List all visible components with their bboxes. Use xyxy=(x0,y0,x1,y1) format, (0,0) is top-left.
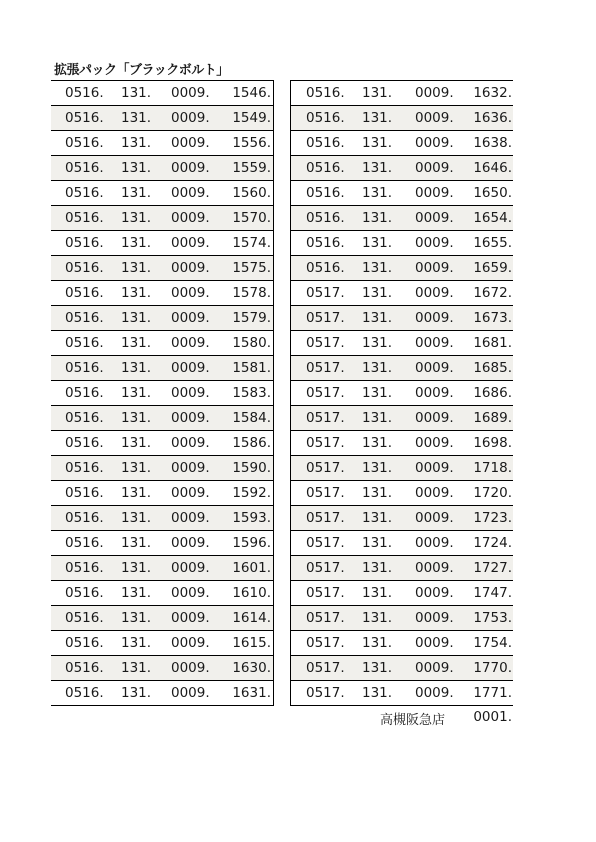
code-segment-4: 1754. xyxy=(473,635,512,651)
code-segment-3: 0009. xyxy=(171,235,210,251)
code-segment-2: 131. xyxy=(121,160,152,176)
code-segment-2: 131. xyxy=(121,560,152,576)
code-segment-1: 0516. xyxy=(65,260,104,276)
code-segment-2: 131. xyxy=(362,660,393,676)
code-segment-2: 131. xyxy=(121,260,152,276)
code-segment-3: 0009. xyxy=(415,135,454,151)
code-segment-3: 0009. xyxy=(171,260,210,276)
table-row xyxy=(51,356,273,381)
table-row xyxy=(51,481,273,506)
table-row xyxy=(51,431,273,456)
code-segment-4: 1685. xyxy=(473,360,512,376)
code-segment-4: 1646. xyxy=(473,160,512,176)
table-row xyxy=(291,381,513,406)
code-segment-3: 0009. xyxy=(171,335,210,351)
table-row xyxy=(51,156,273,181)
code-segment-4: 1556. xyxy=(232,135,271,151)
table-row xyxy=(291,681,513,706)
code-segment-3: 0009. xyxy=(415,310,454,326)
code-segment-4: 1583. xyxy=(232,385,271,401)
table-row xyxy=(51,531,273,556)
code-segment-3: 0009. xyxy=(415,535,454,551)
code-segment-4: 1720. xyxy=(473,485,512,501)
code-segment-2: 131. xyxy=(362,160,393,176)
code-segment-1: 0517. xyxy=(306,660,345,676)
code-segment-4: 1718. xyxy=(473,460,512,476)
code-segment-4: 1559. xyxy=(232,160,271,176)
code-segment-1: 0516. xyxy=(65,110,104,126)
code-segment-1: 0516. xyxy=(65,560,104,576)
table-row xyxy=(291,206,513,231)
code-segment-2: 131. xyxy=(121,585,152,601)
code-segment-2: 131. xyxy=(362,85,393,101)
code-segment-1: 0517. xyxy=(306,310,345,326)
code-segment-1: 0516. xyxy=(65,585,104,601)
code-segment-1: 0516. xyxy=(65,135,104,151)
code-segment-2: 131. xyxy=(362,610,393,626)
code-segment-3: 0009. xyxy=(171,360,210,376)
code-segment-4: 1724. xyxy=(473,535,512,551)
code-segment-1: 0516. xyxy=(306,185,345,201)
table-row xyxy=(51,131,273,156)
code-segment-1: 0517. xyxy=(306,460,345,476)
code-segment-1: 0517. xyxy=(306,635,345,651)
code-segment-2: 131. xyxy=(121,685,152,701)
code-segment-2: 131. xyxy=(121,410,152,426)
code-segment-4: 1615. xyxy=(232,635,271,651)
store-code: 0001. xyxy=(473,709,512,725)
document-title: 拡張パック「ブラックボルト」 xyxy=(54,63,229,78)
table-row xyxy=(51,381,273,406)
footer xyxy=(370,709,512,729)
code-segment-1: 0516. xyxy=(65,160,104,176)
table-row xyxy=(51,231,273,256)
code-segment-1: 0517. xyxy=(306,485,345,501)
table-row xyxy=(291,606,513,631)
code-segment-2: 131. xyxy=(121,535,152,551)
code-segment-3: 0009. xyxy=(171,510,210,526)
code-segment-2: 131. xyxy=(362,535,393,551)
table-row xyxy=(291,181,513,206)
code-segment-3: 0009. xyxy=(415,110,454,126)
code-segment-4: 1654. xyxy=(473,210,512,226)
code-segment-3: 0009. xyxy=(171,135,210,151)
code-segment-2: 131. xyxy=(121,235,152,251)
code-segment-1: 0517. xyxy=(306,360,345,376)
code-segment-1: 0516. xyxy=(65,510,104,526)
code-segment-4: 1747. xyxy=(473,585,512,601)
code-segment-2: 131. xyxy=(362,360,393,376)
code-segment-1: 0516. xyxy=(306,235,345,251)
code-segment-3: 0009. xyxy=(415,635,454,651)
code-segment-2: 131. xyxy=(121,310,152,326)
code-segment-3: 0009. xyxy=(171,185,210,201)
code-segment-2: 131. xyxy=(121,385,152,401)
code-segment-3: 0009. xyxy=(171,110,210,126)
code-segment-1: 0517. xyxy=(306,510,345,526)
table-row xyxy=(51,81,273,106)
table-row xyxy=(291,106,513,131)
code-segment-3: 0009. xyxy=(171,285,210,301)
code-segment-4: 1579. xyxy=(232,310,271,326)
code-segment-2: 131. xyxy=(121,335,152,351)
code-segment-4: 1650. xyxy=(473,185,512,201)
code-segment-4: 1681. xyxy=(473,335,512,351)
table-row xyxy=(291,656,513,681)
code-segment-1: 0516. xyxy=(306,260,345,276)
table-row xyxy=(291,256,513,281)
code-segment-1: 0516. xyxy=(65,435,104,451)
code-segment-1: 0516. xyxy=(65,385,104,401)
code-segment-4: 1601. xyxy=(232,560,271,576)
code-segment-2: 131. xyxy=(362,485,393,501)
code-segment-3: 0009. xyxy=(415,335,454,351)
table-row xyxy=(291,581,513,606)
table-row xyxy=(291,131,513,156)
table-row xyxy=(51,331,273,356)
table-row xyxy=(291,456,513,481)
table-row xyxy=(291,356,513,381)
code-segment-1: 0517. xyxy=(306,685,345,701)
code-segment-4: 1610. xyxy=(232,585,271,601)
code-segment-4: 1581. xyxy=(232,360,271,376)
code-segment-2: 131. xyxy=(121,210,152,226)
table-row xyxy=(291,631,513,656)
code-segment-1: 0517. xyxy=(306,335,345,351)
code-segment-2: 131. xyxy=(362,685,393,701)
code-segment-1: 0517. xyxy=(306,585,345,601)
code-segment-2: 131. xyxy=(121,485,152,501)
code-segment-1: 0516. xyxy=(65,85,104,101)
code-segment-3: 0009. xyxy=(415,210,454,226)
table-row xyxy=(51,556,273,581)
left-number-table xyxy=(51,80,274,706)
code-segment-1: 0516. xyxy=(65,660,104,676)
table-row xyxy=(291,81,513,106)
code-segment-4: 1596. xyxy=(232,535,271,551)
code-segment-4: 1570. xyxy=(232,210,271,226)
code-segment-3: 0009. xyxy=(415,160,454,176)
code-segment-1: 0517. xyxy=(306,410,345,426)
code-segment-2: 131. xyxy=(362,260,393,276)
code-segment-1: 0516. xyxy=(65,535,104,551)
code-segment-4: 1630. xyxy=(232,660,271,676)
code-segment-4: 1686. xyxy=(473,385,512,401)
table-row xyxy=(291,481,513,506)
table-row xyxy=(51,256,273,281)
code-segment-1: 0516. xyxy=(65,610,104,626)
table-row xyxy=(51,406,273,431)
code-segment-2: 131. xyxy=(362,435,393,451)
code-segment-1: 0516. xyxy=(65,210,104,226)
table-row xyxy=(51,606,273,631)
table-row xyxy=(51,581,273,606)
code-segment-2: 131. xyxy=(362,585,393,601)
code-segment-1: 0516. xyxy=(65,335,104,351)
code-segment-1: 0516. xyxy=(65,235,104,251)
code-segment-2: 131. xyxy=(362,210,393,226)
table-row xyxy=(291,506,513,531)
code-segment-3: 0009. xyxy=(171,410,210,426)
code-segment-2: 131. xyxy=(362,410,393,426)
code-segment-3: 0009. xyxy=(415,610,454,626)
code-segment-2: 131. xyxy=(121,660,152,676)
code-segment-1: 0516. xyxy=(65,460,104,476)
code-segment-4: 1698. xyxy=(473,435,512,451)
code-segment-2: 131. xyxy=(362,635,393,651)
store-name: 高槻阪急店 xyxy=(380,713,446,728)
code-segment-4: 1753. xyxy=(473,610,512,626)
table-row xyxy=(51,681,273,706)
code-segment-3: 0009. xyxy=(171,610,210,626)
table-row xyxy=(291,156,513,181)
code-segment-4: 1586. xyxy=(232,435,271,451)
code-segment-2: 131. xyxy=(362,235,393,251)
code-segment-2: 131. xyxy=(362,310,393,326)
code-segment-1: 0517. xyxy=(306,610,345,626)
code-segment-3: 0009. xyxy=(171,435,210,451)
table-row xyxy=(51,656,273,681)
code-segment-3: 0009. xyxy=(171,585,210,601)
code-segment-3: 0009. xyxy=(171,385,210,401)
code-segment-4: 1659. xyxy=(473,260,512,276)
code-segment-3: 0009. xyxy=(415,360,454,376)
code-segment-3: 0009. xyxy=(171,485,210,501)
code-segment-1: 0517. xyxy=(306,560,345,576)
table-row xyxy=(51,631,273,656)
code-segment-1: 0516. xyxy=(65,310,104,326)
code-segment-4: 1560. xyxy=(232,185,271,201)
code-segment-1: 0516. xyxy=(65,410,104,426)
code-segment-3: 0009. xyxy=(415,560,454,576)
code-segment-3: 0009. xyxy=(415,460,454,476)
table-row xyxy=(291,306,513,331)
table-row xyxy=(51,106,273,131)
code-segment-3: 0009. xyxy=(415,260,454,276)
code-segment-4: 1632. xyxy=(473,85,512,101)
code-segment-3: 0009. xyxy=(171,635,210,651)
code-segment-3: 0009. xyxy=(171,560,210,576)
code-segment-4: 1592. xyxy=(232,485,271,501)
table-row xyxy=(51,306,273,331)
code-segment-2: 131. xyxy=(362,285,393,301)
code-segment-2: 131. xyxy=(121,185,152,201)
code-segment-2: 131. xyxy=(121,110,152,126)
code-segment-1: 0516. xyxy=(306,135,345,151)
code-segment-2: 131. xyxy=(362,560,393,576)
code-segment-2: 131. xyxy=(121,460,152,476)
code-segment-2: 131. xyxy=(362,135,393,151)
code-segment-2: 131. xyxy=(362,460,393,476)
code-segment-4: 1578. xyxy=(232,285,271,301)
table-row xyxy=(291,231,513,256)
code-segment-2: 131. xyxy=(121,360,152,376)
code-segment-3: 0009. xyxy=(171,310,210,326)
code-segment-1: 0516. xyxy=(65,285,104,301)
code-segment-3: 0009. xyxy=(415,485,454,501)
code-segment-3: 0009. xyxy=(415,235,454,251)
code-segment-2: 131. xyxy=(362,335,393,351)
code-segment-4: 1614. xyxy=(232,610,271,626)
code-segment-3: 0009. xyxy=(415,85,454,101)
code-segment-1: 0516. xyxy=(65,485,104,501)
code-segment-2: 131. xyxy=(362,110,393,126)
table-row xyxy=(291,556,513,581)
table-row xyxy=(51,181,273,206)
code-segment-1: 0517. xyxy=(306,535,345,551)
code-segment-3: 0009. xyxy=(415,685,454,701)
code-segment-2: 131. xyxy=(121,510,152,526)
code-segment-3: 0009. xyxy=(171,210,210,226)
code-segment-1: 0516. xyxy=(306,110,345,126)
code-segment-4: 1673. xyxy=(473,310,512,326)
table-row xyxy=(291,331,513,356)
code-segment-1: 0517. xyxy=(306,385,345,401)
code-segment-3: 0009. xyxy=(171,460,210,476)
code-segment-1: 0516. xyxy=(65,360,104,376)
code-segment-3: 0009. xyxy=(415,185,454,201)
code-segment-3: 0009. xyxy=(415,660,454,676)
table-row xyxy=(291,531,513,556)
code-segment-3: 0009. xyxy=(171,535,210,551)
code-segment-4: 1636. xyxy=(473,110,512,126)
code-segment-4: 1580. xyxy=(232,335,271,351)
code-segment-3: 0009. xyxy=(415,285,454,301)
code-segment-1: 0516. xyxy=(306,160,345,176)
code-segment-1: 0516. xyxy=(306,85,345,101)
code-segment-4: 1574. xyxy=(232,235,271,251)
code-segment-4: 1727. xyxy=(473,560,512,576)
table-row xyxy=(291,281,513,306)
code-segment-4: 1590. xyxy=(232,460,271,476)
right-number-table xyxy=(290,80,513,706)
code-segment-4: 1723. xyxy=(473,510,512,526)
code-segment-3: 0009. xyxy=(415,585,454,601)
table-row xyxy=(291,431,513,456)
code-segment-2: 131. xyxy=(121,285,152,301)
code-segment-3: 0009. xyxy=(415,385,454,401)
table-row xyxy=(51,456,273,481)
code-segment-2: 131. xyxy=(121,635,152,651)
code-segment-1: 0516. xyxy=(65,685,104,701)
code-segment-2: 131. xyxy=(362,185,393,201)
code-segment-3: 0009. xyxy=(171,160,210,176)
code-segment-4: 1584. xyxy=(232,410,271,426)
code-segment-4: 1672. xyxy=(473,285,512,301)
table-row xyxy=(51,206,273,231)
code-segment-4: 1549. xyxy=(232,110,271,126)
code-segment-3: 0009. xyxy=(171,660,210,676)
code-segment-2: 131. xyxy=(121,435,152,451)
code-segment-1: 0517. xyxy=(306,285,345,301)
code-segment-3: 0009. xyxy=(171,685,210,701)
code-segment-2: 131. xyxy=(121,135,152,151)
code-segment-3: 0009. xyxy=(415,510,454,526)
code-segment-4: 1631. xyxy=(232,685,271,701)
code-segment-4: 1593. xyxy=(232,510,271,526)
code-segment-3: 0009. xyxy=(171,85,210,101)
code-segment-4: 1770. xyxy=(473,660,512,676)
code-segment-4: 1771. xyxy=(473,685,512,701)
code-segment-4: 1638. xyxy=(473,135,512,151)
table-row xyxy=(51,281,273,306)
code-segment-2: 131. xyxy=(121,610,152,626)
code-segment-2: 131. xyxy=(121,85,152,101)
code-segment-1: 0516. xyxy=(65,635,104,651)
code-segment-4: 1655. xyxy=(473,235,512,251)
code-segment-1: 0517. xyxy=(306,435,345,451)
table-row xyxy=(51,506,273,531)
code-segment-4: 1575. xyxy=(232,260,271,276)
code-segment-4: 1689. xyxy=(473,410,512,426)
code-segment-1: 0516. xyxy=(65,185,104,201)
code-segment-3: 0009. xyxy=(415,410,454,426)
code-segment-4: 1546. xyxy=(232,85,271,101)
code-segment-1: 0516. xyxy=(306,210,345,226)
table-row xyxy=(291,406,513,431)
code-segment-2: 131. xyxy=(362,510,393,526)
code-segment-2: 131. xyxy=(362,385,393,401)
code-segment-3: 0009. xyxy=(415,435,454,451)
